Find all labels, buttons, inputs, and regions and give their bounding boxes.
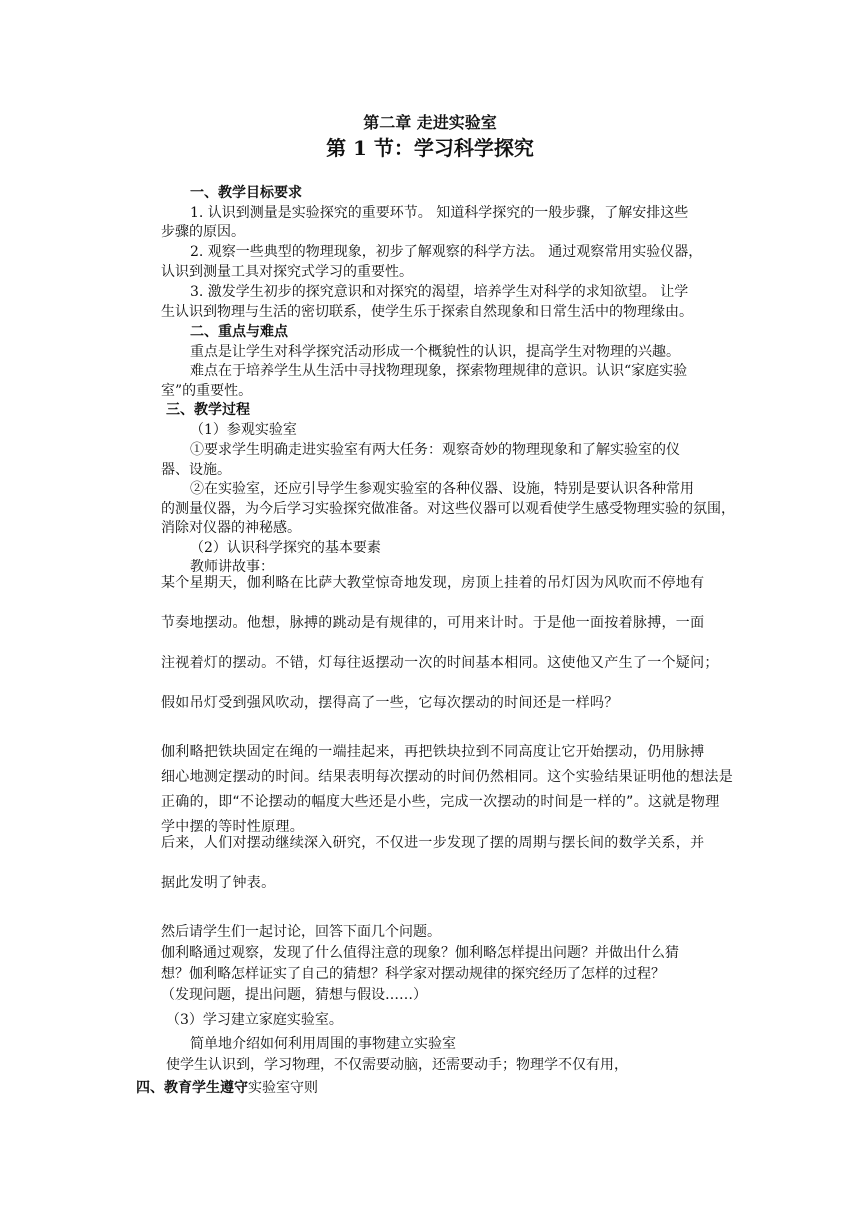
paragraph-line: 1. 认识到测量是实验探究的重要环节。 知道科学探究的一般步骤，了解安排这些 (190, 205, 689, 221)
paragraph-line: 器、设施。 (161, 462, 231, 478)
paragraph-line: 然后请学生们一起讨论，回答下面几个问题。 (161, 924, 441, 940)
paragraph-line: 3. 激发学生初步的探究意识和对探究的渴望，培养学生对科学的求知欲望。 让学 (190, 284, 689, 300)
story-line: 细心地测定摆动的时间。结果表明每次摆动的时间仍然相同。这个实验结果证明他的想法是 (161, 769, 733, 785)
story-line: 伽利略把铁块固定在绳的一端挂起来，再把铁块拉到不同高度让它开始摆动，仍用脉搏 (161, 744, 705, 760)
paragraph-line: 使学生认识到，学习物理，不仅需要动脑，还需要动手；物理学不仅有用， (166, 1057, 628, 1073)
story-line: 注视着灯的摆动。不错，灯每往返摆动一次的时间基本相同。这使他又产生了一个疑问； (161, 655, 719, 671)
heading-objectives: 一、教学目标要求 (190, 185, 302, 201)
heading-key-points: 二、重点与难点 (190, 324, 288, 340)
paragraph-line: 步骤的原因。 (161, 224, 245, 240)
paragraph-line: 室”的重要性。 (161, 383, 253, 399)
heading-process: 三、教学过程 (166, 402, 250, 418)
paragraph-line: 难点在于培养学生从生活中寻找物理现象，探索物理规律的意识。认识“家庭实验 (190, 363, 688, 379)
paragraph-line: （发现问题，提出问题，猜想与假设……） (161, 987, 427, 1003)
chapter-title: 第二章 走进实验室 (363, 113, 497, 132)
paragraph-line: 生认识到物理与生活的密切联系，使学生乐于探索自然现象和日常生活中的物理缘由。 (161, 304, 693, 320)
paragraph-line: 消除对仪器的神秘感。 (161, 520, 301, 536)
story-line: 学中摆的等时性原理。 (161, 819, 304, 835)
paragraph-line: 重点是让学生对科学探究活动形成一个概貌性的认识，提高学生对物理的兴趣。 (190, 344, 680, 360)
paragraph-line: ②在实验室，还应引导学生参观实验室的各种仪器、设施，特别是要认识各种常用 (190, 481, 694, 497)
subheading: （1）参观实验室 (190, 422, 297, 438)
paragraph-line: 2. 观察一些典型的物理现象，初步了解观察的科学方法。 通过观察常用实验仪器， (190, 244, 703, 260)
paragraph-line: 想？伽利略怎样证实了自己的猜想？科学家对摆动规律的探究经历了怎样的过程？ (161, 966, 665, 982)
story-line: 某个星期天，伽利略在比萨大教堂惊奇地发现，房顶上挂着的吊灯因为风吹而不停地有 (161, 575, 705, 591)
subheading: （2）认识科学探究的基本要素 (190, 540, 381, 556)
story-line: 后来，人们对摆动继续深入研究，不仅进一步发现了摆的周期与摆长间的数学关系，并 (161, 835, 705, 851)
heading-lab-rules-rest: 实验室守则 (248, 1080, 318, 1096)
paragraph-line: 教师讲故事： (190, 559, 274, 575)
paragraph-line: 认识到测量工具对探究式学习的重要性。 (161, 264, 413, 280)
story-line: 据此发明了钟表。 (161, 875, 276, 891)
subheading: （3）学习建立家庭实验室。 (166, 1012, 343, 1028)
section-title: 第 1 节：学习科学探究 (326, 136, 534, 160)
heading-lab-rules-bold: 四、教育学生遵守 (136, 1080, 248, 1096)
story-line: 假如吊灯受到强风吹动，摆得高了一些，它每次摆动的时间还是一样吗？ (161, 695, 619, 711)
story-line: 正确的，即“不论摆动的幅度大些还是小些，完成一次摆动的时间是一样的”。这就是物理 (161, 794, 720, 810)
paragraph-line: 伽利略通过观察，发现了什么值得注意的现象？伽利略怎样提出问题？并做出什么猜 (161, 945, 679, 961)
paragraph-line: 简单地介绍如何利用周围的事物建立实验室 (190, 1036, 456, 1052)
story-line: 节奏地摆动。他想，脉搏的跳动是有规律的，可用来计时。于是他一面按着脉搏，一面 (161, 615, 705, 631)
heading-lab-rules (136, 1078, 318, 1098)
paragraph-line: ①要求学生明确走进实验室有两大任务：观察奇妙的物理现象和了解实验室的仪 (190, 442, 680, 458)
paragraph-line: 的测量仪器，为今后学习实验探究做准备。对这些仪器可以观看使学生感受物理实验的氛围， (161, 501, 735, 517)
